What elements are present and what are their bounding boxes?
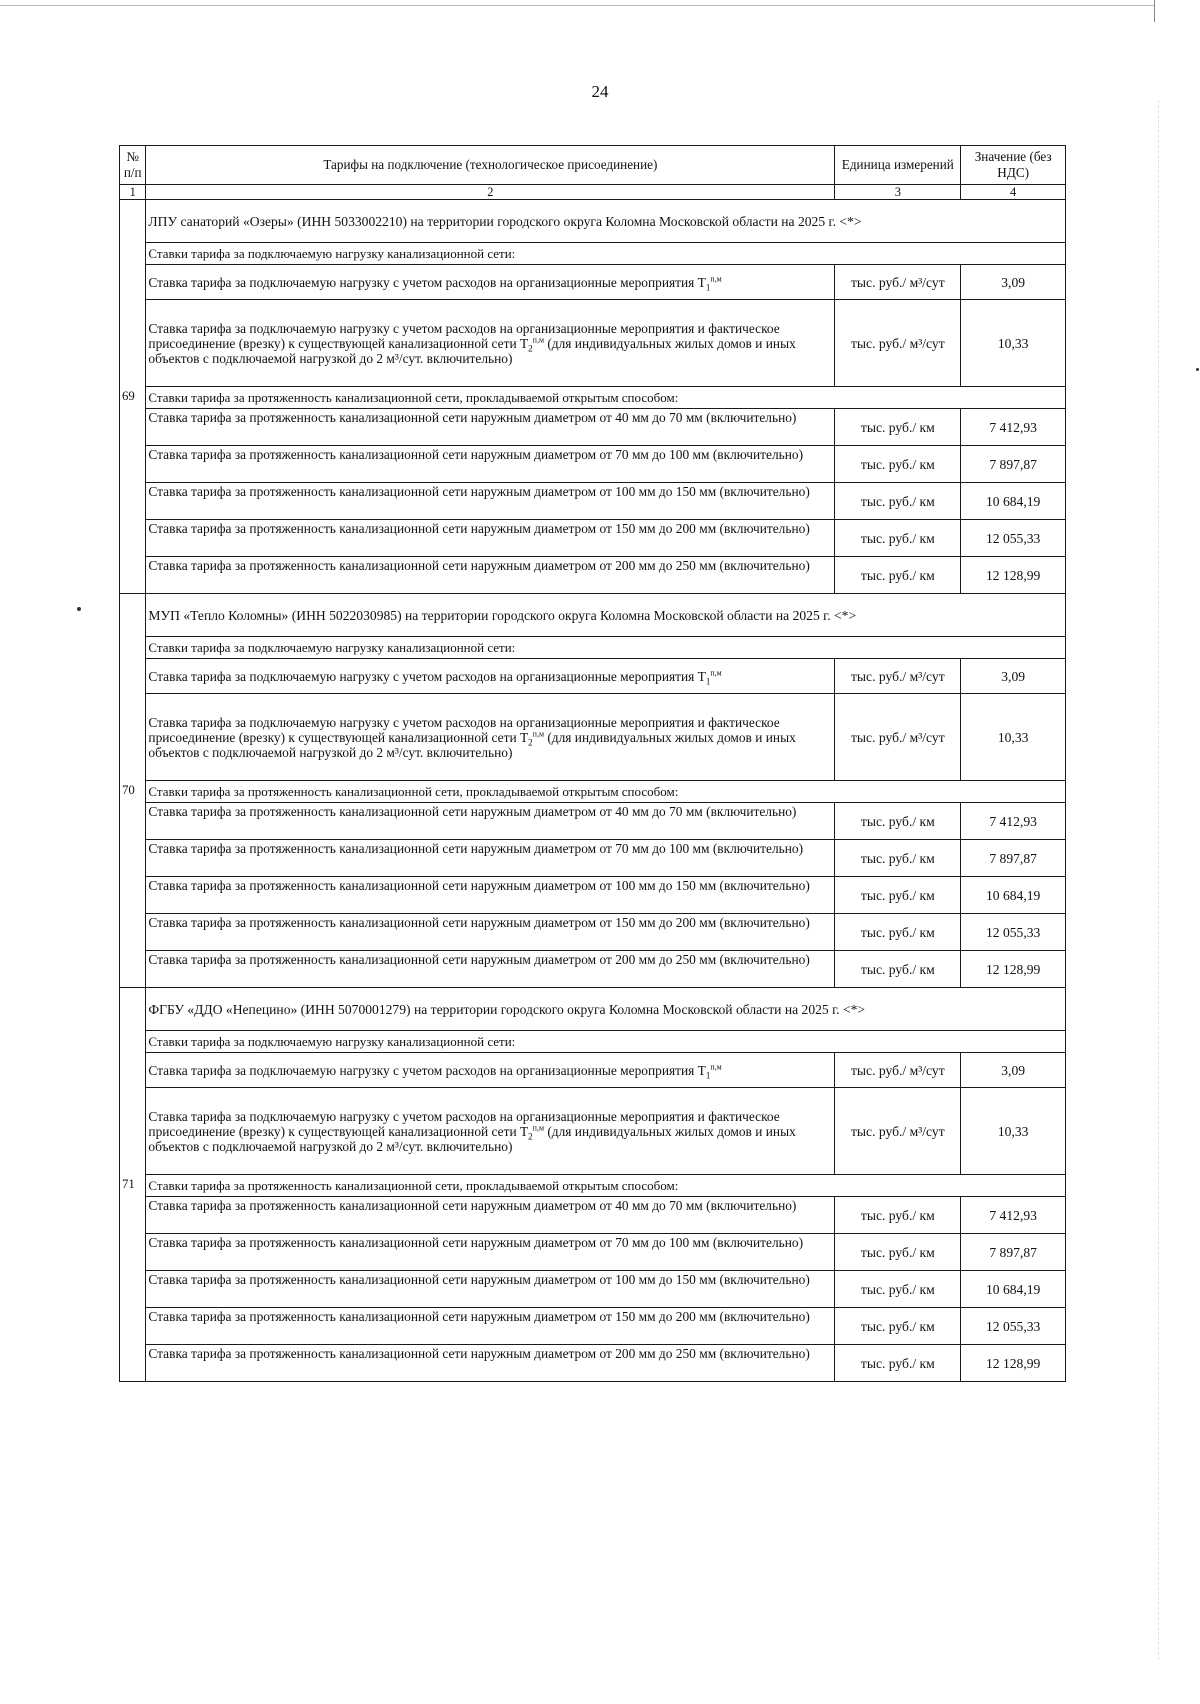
section-row <box>120 387 1066 409</box>
rate-value: 12 128,99 <box>961 1345 1066 1382</box>
table-row <box>120 659 1066 694</box>
rate-description: Ставка тарифа за протяженность канализационной сети наружным диаметром от 100 мм до 150 мм (включительно) <box>146 1271 835 1308</box>
rate-superscript: п,м <box>532 335 544 345</box>
rate-description: Ставка тарифа за протяженность канализационной сети наружным диаметром от 200 мм до 250 мм (включительно) <box>146 1345 835 1382</box>
table-row <box>120 951 1066 988</box>
rate-description <box>146 659 835 694</box>
section-row <box>120 637 1066 659</box>
rate-unit: тыс. руб./ м³/сут <box>835 694 961 781</box>
rate-description: Ставка тарифа за протяженность канализационной сети наружным диаметром от 200 мм до 250 мм (включительно) <box>146 951 835 988</box>
header-unit: Единица измерений <box>835 146 961 185</box>
rate-unit: тыс. руб./ км <box>835 951 961 988</box>
rate-unit: тыс. руб./ м³/сут <box>835 300 961 387</box>
section-row <box>120 1175 1066 1197</box>
rate-superscript: п,м <box>532 729 544 739</box>
table-row <box>120 914 1066 951</box>
table-row <box>120 840 1066 877</box>
org-title: МУП «Тепло Коломны» (ИНН 5022030985) на территории городского округа Коломна Московской области на 2025 г. <*> <box>146 594 1066 637</box>
rate-description: Ставка тарифа за протяженность канализационной сети наружным диаметром от 100 мм до 150 мм (включительно) <box>146 877 835 914</box>
table-row <box>120 483 1066 520</box>
section-row <box>120 243 1066 265</box>
rate-unit: тыс. руб./ м³/сут <box>835 1088 961 1175</box>
tariff-table <box>119 145 1066 1382</box>
rate-description-text: Ставка тарифа за подключаемую нагрузку с учетом расходов на организационные мероприятия T <box>148 274 706 290</box>
scan-dot <box>1196 368 1199 371</box>
table-header-row <box>120 146 1066 185</box>
table-row <box>120 520 1066 557</box>
rate-unit: тыс. руб./ км <box>835 446 961 483</box>
rate-value: 12 128,99 <box>961 557 1066 594</box>
org-title: ЛПУ санаторий «Озеры» (ИНН 5033002210) на территории городского округа Коломна Московской области на 2025 г. <*> <box>146 200 1066 243</box>
index-cell: 3 <box>835 185 961 200</box>
rate-unit: тыс. руб./ м³/сут <box>835 1053 961 1088</box>
scan-dot <box>77 607 81 611</box>
header-num: № п/п <box>120 146 146 185</box>
section-row <box>120 1031 1066 1053</box>
section-length-title: Ставки тарифа за протяженность канализационной сети, прокладываемой открытым способом: <box>146 781 1066 803</box>
rate-subscript: 1 <box>705 1070 711 1081</box>
rate-value: 7 412,93 <box>961 409 1066 446</box>
org-title-row <box>120 594 1066 637</box>
header-value: Значение (без НДС) <box>961 146 1066 185</box>
rate-unit: тыс. руб./ м³/сут <box>835 265 961 300</box>
org-number: 71 <box>120 988 146 1382</box>
rate-description: Ставка тарифа за протяженность канализационной сети наружным диаметром от 70 мм до 100 мм (включительно) <box>146 446 835 483</box>
rate-value: 12 055,33 <box>961 914 1066 951</box>
rate-value: 3,09 <box>961 659 1066 694</box>
org-number: 70 <box>120 594 146 988</box>
rate-description: Ставка тарифа за протяженность канализационной сети наружным диаметром от 70 мм до 100 мм (включительно) <box>146 1234 835 1271</box>
rate-description <box>146 300 835 387</box>
rate-description-tail: (для индивидуальных жилых домов и иных объектов с подключаемой нагрузкой до 2 м³/сут. включительно) <box>148 335 796 366</box>
rate-unit: тыс. руб./ км <box>835 1308 961 1345</box>
rate-unit: тыс. руб./ км <box>835 840 961 877</box>
table-row <box>120 409 1066 446</box>
org-title: ФГБУ «ДДО «Непецино» (ИНН 5070001279) на территории городского округа Коломна Московской области на 2025 г. <*> <box>146 988 1066 1031</box>
index-cell: 2 <box>146 185 835 200</box>
rate-description: Ставка тарифа за протяженность канализационной сети наружным диаметром от 40 мм до 70 мм (включительно) <box>146 409 835 446</box>
table-row <box>120 1271 1066 1308</box>
section-length-title: Ставки тарифа за протяженность канализационной сети, прокладываемой открытым способом: <box>146 1175 1066 1197</box>
table-row <box>120 1197 1066 1234</box>
scan-edge-right <box>1158 100 1159 1660</box>
rate-description: Ставка тарифа за протяженность канализационной сети наружным диаметром от 40 мм до 70 мм (включительно) <box>146 1197 835 1234</box>
org-title-row <box>120 988 1066 1031</box>
rate-unit: тыс. руб./ км <box>835 1197 961 1234</box>
page-number: 24 <box>591 82 609 101</box>
rate-value: 12 128,99 <box>961 951 1066 988</box>
scan-edge-top <box>0 5 1155 6</box>
rate-unit: тыс. руб./ км <box>835 409 961 446</box>
scan-edge-tick <box>1154 0 1155 22</box>
table-row <box>120 300 1066 387</box>
rate-description-tail: (для индивидуальных жилых домов и иных объектов с подключаемой нагрузкой до 2 м³/сут. включительно) <box>148 729 796 760</box>
rate-unit: тыс. руб./ км <box>835 1345 961 1382</box>
rate-value: 7 897,87 <box>961 840 1066 877</box>
rate-superscript: п,м <box>710 274 722 284</box>
rate-unit: тыс. руб./ км <box>835 1271 961 1308</box>
table-index-row <box>120 185 1066 200</box>
table-row <box>120 557 1066 594</box>
table-row <box>120 446 1066 483</box>
rate-subscript: 2 <box>528 1131 533 1142</box>
rate-description: Ставка тарифа за протяженность канализационной сети наружным диаметром от 150 мм до 200 мм (включительно) <box>146 1308 835 1345</box>
table-row <box>120 877 1066 914</box>
rate-description-text: Ставка тарифа за подключаемую нагрузку с учетом расходов на организационные мероприятия и фактическое присоединение (врезку) к существующей канализационной сети T <box>148 320 780 351</box>
rate-subscript: 2 <box>528 343 533 354</box>
rate-value: 10,33 <box>961 1088 1066 1175</box>
rate-description <box>146 694 835 781</box>
rate-value: 10 684,19 <box>961 877 1066 914</box>
rate-subscript: 1 <box>705 282 711 293</box>
header-desc: Тарифы на подключение (технологическое присоединение) <box>146 146 835 185</box>
rate-description: Ставка тарифа за протяженность канализационной сети наружным диаметром от 150 мм до 200 мм (включительно) <box>146 520 835 557</box>
section-length-title: Ставки тарифа за протяженность канализационной сети, прокладываемой открытым способом: <box>146 387 1066 409</box>
rate-value: 12 055,33 <box>961 1308 1066 1345</box>
rate-value: 10,33 <box>961 300 1066 387</box>
section-load-title: Ставки тарифа за подключаемую нагрузку канализационной сети: <box>146 243 1066 265</box>
rate-subscript: 1 <box>705 676 711 687</box>
rate-unit: тыс. руб./ км <box>835 803 961 840</box>
table-row <box>120 1308 1066 1345</box>
rate-description: Ставка тарифа за протяженность канализационной сети наружным диаметром от 150 мм до 200 мм (включительно) <box>146 914 835 951</box>
rate-description-text: Ставка тарифа за подключаемую нагрузку с учетом расходов на организационные мероприятия T <box>148 668 706 684</box>
index-cell: 1 <box>120 185 146 200</box>
rate-description: Ставка тарифа за протяженность канализационной сети наружным диаметром от 40 мм до 70 мм (включительно) <box>146 803 835 840</box>
rate-value: 10 684,19 <box>961 483 1066 520</box>
rate-value: 10,33 <box>961 694 1066 781</box>
table-row <box>120 265 1066 300</box>
rate-description <box>146 1088 835 1175</box>
rate-unit: тыс. руб./ км <box>835 877 961 914</box>
rate-description-text: Ставка тарифа за подключаемую нагрузку с учетом расходов на организационные мероприятия и фактическое присоединение (врезку) к существующей канализационной сети T <box>148 714 780 745</box>
table-row <box>120 1053 1066 1088</box>
rate-value: 3,09 <box>961 1053 1066 1088</box>
rate-description <box>146 1053 835 1088</box>
table-row <box>120 803 1066 840</box>
rate-unit: тыс. руб./ км <box>835 1234 961 1271</box>
table-row <box>120 1234 1066 1271</box>
org-number: 69 <box>120 200 146 594</box>
rate-description: Ставка тарифа за протяженность канализационной сети наружным диаметром от 70 мм до 100 мм (включительно) <box>146 840 835 877</box>
rate-description-text: Ставка тарифа за подключаемую нагрузку с учетом расходов на организационные мероприятия и фактическое присоединение (врезку) к существующей канализационной сети T <box>148 1108 780 1139</box>
section-load-title: Ставки тарифа за подключаемую нагрузку канализационной сети: <box>146 637 1066 659</box>
org-title-row <box>120 200 1066 243</box>
rate-description <box>146 265 835 300</box>
rate-description: Ставка тарифа за протяженность канализационной сети наружным диаметром от 200 мм до 250 мм (включительно) <box>146 557 835 594</box>
rate-superscript: п,м <box>532 1123 544 1133</box>
section-row <box>120 781 1066 803</box>
rate-description-tail: (для индивидуальных жилых домов и иных объектов с подключаемой нагрузкой до 2 м³/сут. включительно) <box>148 1123 796 1154</box>
rate-value: 10 684,19 <box>961 1271 1066 1308</box>
rate-unit: тыс. руб./ км <box>835 520 961 557</box>
rate-value: 12 055,33 <box>961 520 1066 557</box>
rate-superscript: п,м <box>710 668 722 678</box>
rate-unit: тыс. руб./ км <box>835 557 961 594</box>
section-load-title: Ставки тарифа за подключаемую нагрузку канализационной сети: <box>146 1031 1066 1053</box>
table-row <box>120 1088 1066 1175</box>
rate-description-text: Ставка тарифа за подключаемую нагрузку с учетом расходов на организационные мероприятия T <box>148 1062 706 1078</box>
rate-value: 7 412,93 <box>961 803 1066 840</box>
rate-superscript: п,м <box>710 1062 722 1072</box>
rate-unit: тыс. руб./ км <box>835 483 961 520</box>
rate-unit: тыс. руб./ км <box>835 914 961 951</box>
rate-value: 7 897,87 <box>961 1234 1066 1271</box>
rate-value: 3,09 <box>961 265 1066 300</box>
rate-value: 7 897,87 <box>961 446 1066 483</box>
rate-description: Ставка тарифа за протяженность канализационной сети наружным диаметром от 100 мм до 150 мм (включительно) <box>146 483 835 520</box>
table-row <box>120 1345 1066 1382</box>
index-cell: 4 <box>961 185 1066 200</box>
table-row <box>120 694 1066 781</box>
rate-subscript: 2 <box>528 737 533 748</box>
rate-unit: тыс. руб./ м³/сут <box>835 659 961 694</box>
rate-value: 7 412,93 <box>961 1197 1066 1234</box>
